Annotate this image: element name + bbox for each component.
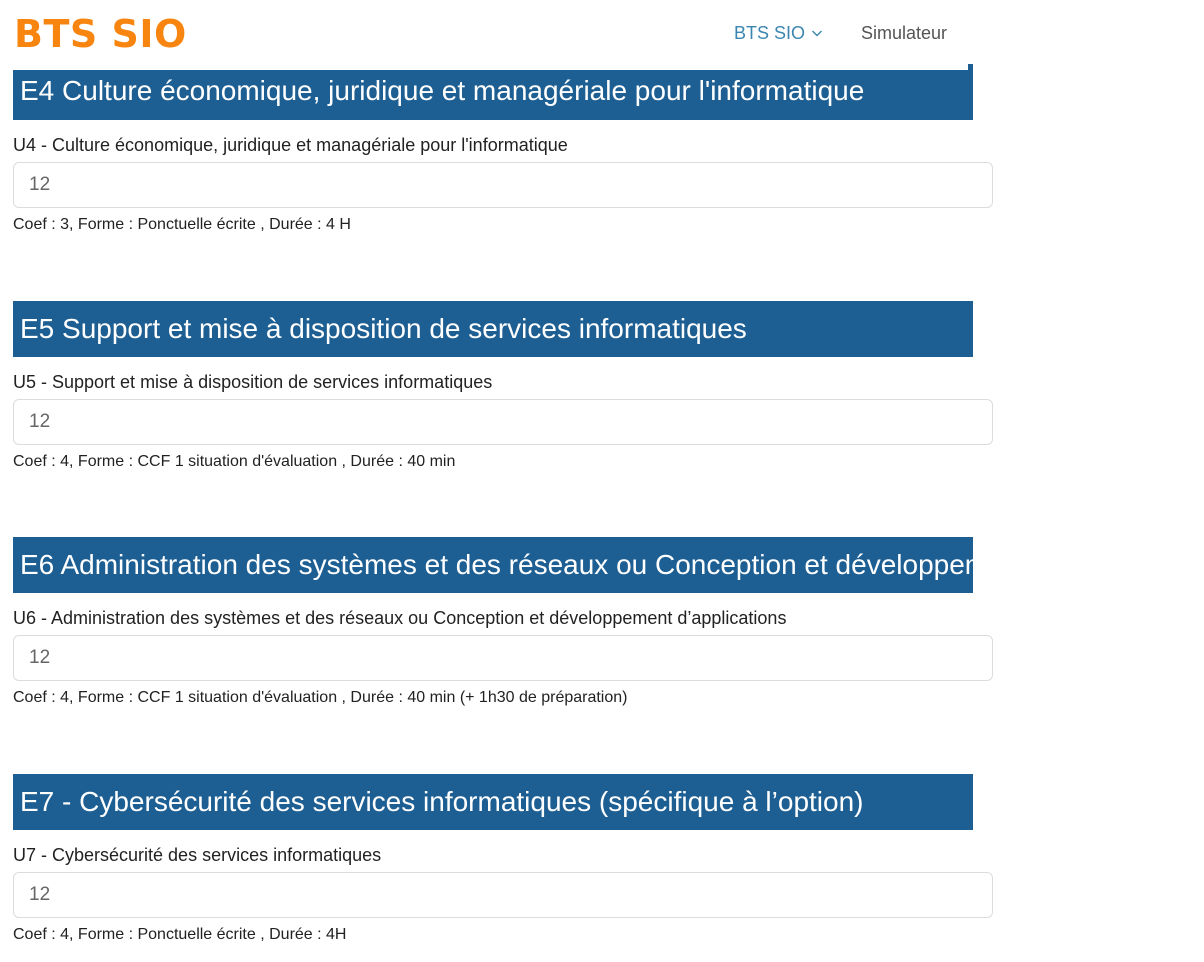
exam-section-e4 bbox=[13, 64, 973, 235]
main-nav bbox=[734, 20, 968, 46]
section-title-text: E5 Support et mise à disposition de services informatiques bbox=[20, 313, 747, 344]
section-title-text: E4 Culture économique, juridique et managériale pour l'informatique bbox=[20, 75, 865, 106]
chevron-down-icon bbox=[811, 27, 823, 39]
section-title-text: E6 Administration des systèmes et des réseaux ou Conception et développement d’applications bbox=[20, 549, 1204, 580]
top-navbar bbox=[0, 0, 968, 70]
grade-input-u4[interactable] bbox=[13, 162, 993, 208]
unit-meta: Coef : 4, Forme : Ponctuelle écrite , Durée : 4H bbox=[13, 926, 347, 943]
grade-input-u6[interactable] bbox=[13, 635, 993, 681]
section-title bbox=[13, 537, 1204, 593]
unit-meta: Coef : 4, Forme : CCF 1 situation d'évaluation , Durée : 40 min (+ 1h30 de préparation) bbox=[13, 689, 628, 706]
grade-input-u7[interactable] bbox=[13, 872, 993, 918]
unit-label: U6 - Administration des systèmes et des réseaux ou Conception et développement d’applications bbox=[13, 608, 787, 628]
unit-label: U7 - Cybersécurité des services informatiques bbox=[13, 845, 382, 865]
section-title bbox=[13, 301, 973, 357]
unit-label: U4 - Culture économique, juridique et managériale pour l'informatique bbox=[13, 135, 568, 155]
unit-label: U5 - Support et mise à disposition de services informatiques bbox=[13, 372, 493, 392]
exam-section-e5 bbox=[13, 301, 973, 472]
section-title-text: E7 - Cybersécurité des services informatiques (spécifique à l’option) bbox=[20, 786, 864, 817]
simulator-link[interactable]: Simulateur bbox=[860, 22, 947, 43]
exam-section-e7 bbox=[13, 774, 973, 945]
bts-sio-dropdown[interactable] bbox=[734, 23, 823, 44]
unit-meta: Coef : 4, Forme : CCF 1 situation d'évaluation , Durée : 40 min bbox=[13, 453, 456, 470]
grade-input-u5[interactable] bbox=[13, 399, 993, 445]
bts-sio-dropdown-label: BTS SIO bbox=[733, 22, 805, 43]
exam-section-e6 bbox=[13, 537, 1204, 708]
brand-logo[interactable]: BTS SIO bbox=[14, 12, 187, 56]
section-title bbox=[13, 64, 973, 120]
unit-meta: Coef : 3, Forme : Ponctuelle écrite , Durée : 4 H bbox=[13, 216, 351, 233]
section-title bbox=[13, 774, 973, 830]
